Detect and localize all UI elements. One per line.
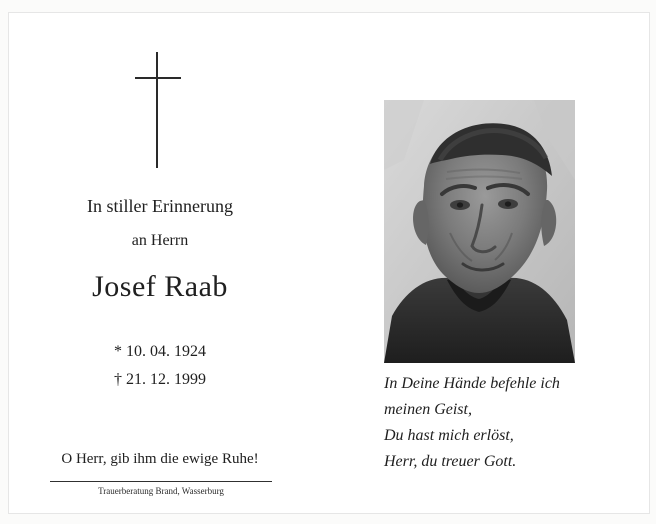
- death-date: † 21. 12. 1999: [114, 371, 206, 388]
- cross-icon: [135, 77, 181, 79]
- divider-line: [50, 481, 272, 482]
- prayer-line: O Herr, gib ihm die ewige Ruhe!: [61, 451, 259, 467]
- recipient-line: an Herrn: [131, 232, 189, 249]
- cross-icon-vertical: [156, 52, 158, 168]
- portrait-photo: [384, 100, 575, 363]
- quote-line-1: In Deine Hände befehle ich: [384, 375, 560, 392]
- birth-date: * 10. 04. 1924: [114, 343, 206, 360]
- quote-line-4: Herr, du treuer Gott.: [384, 453, 517, 470]
- quote-block: [384, 371, 614, 475]
- quote-line-2: meinen Geist,: [384, 401, 472, 418]
- funeral-home: Trauerberatung Brand, Wasserburg: [98, 486, 224, 496]
- deceased-name: Josef Raab: [92, 270, 228, 303]
- quote-line-3: Du hast mich erlöst,: [384, 427, 514, 444]
- memory-line: In stiller Erinnerung: [87, 196, 233, 216]
